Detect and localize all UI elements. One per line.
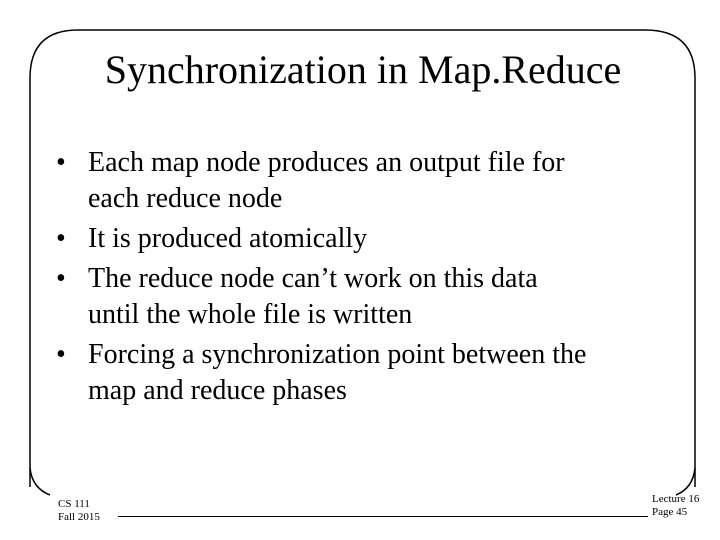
footer-course-info (58, 498, 100, 524)
bullet-dot-icon: • (56, 339, 66, 370)
lecture-label: Lecture 16 (652, 493, 700, 505)
bullet-line: until the whole file is written (88, 299, 413, 330)
page-number-label: Page 45 (652, 506, 688, 518)
bullet-list (56, 145, 676, 413)
bullet-item (56, 145, 676, 217)
bullet-item (56, 221, 676, 257)
rounded-corner-bottom-right (676, 468, 695, 495)
bullet-line: It is produced atomically (88, 223, 368, 254)
bullet-line: Each map node produces an output file for (88, 147, 565, 178)
bullet-dot-icon: • (56, 263, 66, 294)
bullet-line: map and reduce phases (88, 375, 347, 406)
bullet-line: The reduce node can’t work on this data (88, 263, 538, 294)
bullet-dot-icon: • (56, 147, 66, 178)
bullet-item (56, 261, 676, 333)
slide-title: Synchronization in Map.Reduce (104, 47, 622, 92)
footer-page-info (652, 493, 699, 519)
bullet-item (56, 337, 676, 409)
rounded-corner-bottom-left (30, 468, 50, 495)
term-label: Fall 2015 (58, 511, 100, 523)
footer-divider (118, 516, 648, 517)
course-label: CS 111 (58, 498, 90, 510)
bullet-line: each reduce node (88, 183, 283, 214)
bullet-line: Forcing a synchronization point between the (88, 339, 587, 370)
bullet-dot-icon: • (56, 223, 66, 254)
